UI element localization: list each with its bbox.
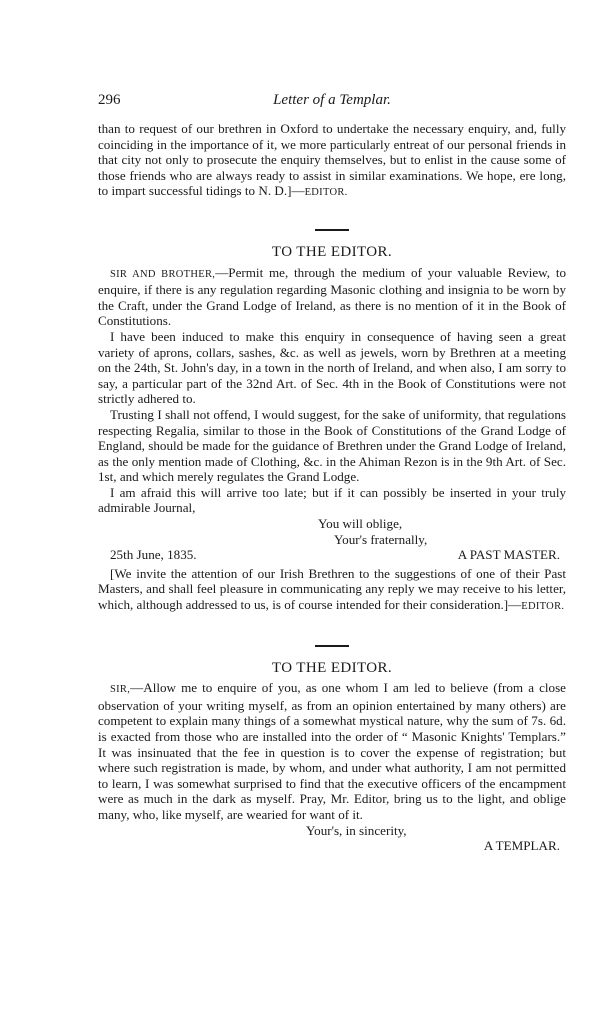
editor-note-text: [We invite the attention of our Irish Brethren to the suggestions of one of their Past Masters, and shall feel pleasure in communicating any reply we may receive to his letter, which, although addressed to us, is of course intended for their consideration.]— [98,565,566,613]
page-body [98,121,566,854]
section-rule [315,229,349,231]
intro-text: than to request of our brethren in Oxford to undertake the necessary enquiry, and, fully coinciding in the importance of it, we more particularly entreat of our personal friends in that city not only to prosecute the enquiry themselves, but to enlist in the cause some of those friends who are always ready to assist in similar examinations. We hope, ere long, to impart successful tidings to N. D.]— [98,121,566,199]
letter2-p1-text: —Allow me to enquire of you, as one whom I am led to believe (from a close observation of your writing myself, as from an opinion entertained by many others) are competent to explain many things of a somewhat mystical nature, why the sum of 7s. 6d. is exacted from those who are installed into the order of “ Masonic Knights' Templars.” It was insinuated that the fee in question is to cover the expense of registration; but where such registration is made, by whom, and under what authority, I am not permitted to learn, I was somewhat surprised to find that the executive officers of the encampment were as much in the dark as myself. Pray, Mr. Editor, bring us to the light, and oblige many, who, like myself, are wearied for want of it. [98,680,566,822]
letter1-signature-line [98,547,566,563]
salutation: SIR AND BROTHER, [110,268,216,280]
editor-note-signoff: EDITOR. [521,601,565,613]
letter1-signature: A PAST MASTER. [457,547,560,563]
letter1-paragraph-3: Trusting I shall not offend, I would suggest, for the sake of uniformity, that regulations respecting Regalia, similar to those in the Book of Constitutions of the Grand Lodge of England, should be made for the guidance of Brethren under the Grand Lodge of Ireland, as the only mention made of Clothing, &c. in the Ahiman Rezon is in the 9th Art. of Sec. 1st, and which merely regulates the Grand Lodge. [98,406,566,485]
letter1-paragraph-1 [98,265,566,329]
letter2-paragraph-1 [98,680,566,822]
letter1-closing-2: Your's fraternally, [334,531,428,547]
letter2-signature: A TEMPLAR. [483,838,560,854]
editor-note [98,566,566,615]
editor-signoff: EDITOR. [304,187,348,199]
letter2-closing: Your's, in sincerity, [306,822,407,838]
salutation: SIR, [110,684,131,696]
letter-heading: TO THE EDITOR. [271,659,393,676]
letter-heading: TO THE EDITOR. [271,243,393,260]
section-rule [315,645,349,647]
running-title: Letter of a Templar. [273,92,391,108]
letter1-paragraph-2: I have been induced to make this enquiry in consequence of having seen a great variety of aprons, collars, sashes, &c. as well as jewels, worn by Brethren at a meeting on the 24th, St. John's day, in a town in the north of Ireland, and when also, I am sorry to say, a particular part of the 32nd Art. of Sec. 4th in the Book of Constitutions were not strictly adhered to. [98,328,566,407]
intro-paragraph [98,121,566,201]
page-number: 296 [98,92,121,108]
running-head [98,92,566,112]
letter1-paragraph-4: I am afraid this will arrive too late; but if it can possibly be inserted in your truly admirable Journal, [98,484,566,516]
letter1-closing-1: You will oblige, [318,516,403,532]
letter1-date: 25th June, 1835. [110,547,197,563]
letter1-p1-text: —Permit me, through the medium of your valuable Review, to enquire, if there is any regulation regarding Masonic clothing and insignia to be worn by the Craft, under the Grand Lodge of Ireland, as there is no mention of it in the Book of Constitutions. [98,264,566,329]
